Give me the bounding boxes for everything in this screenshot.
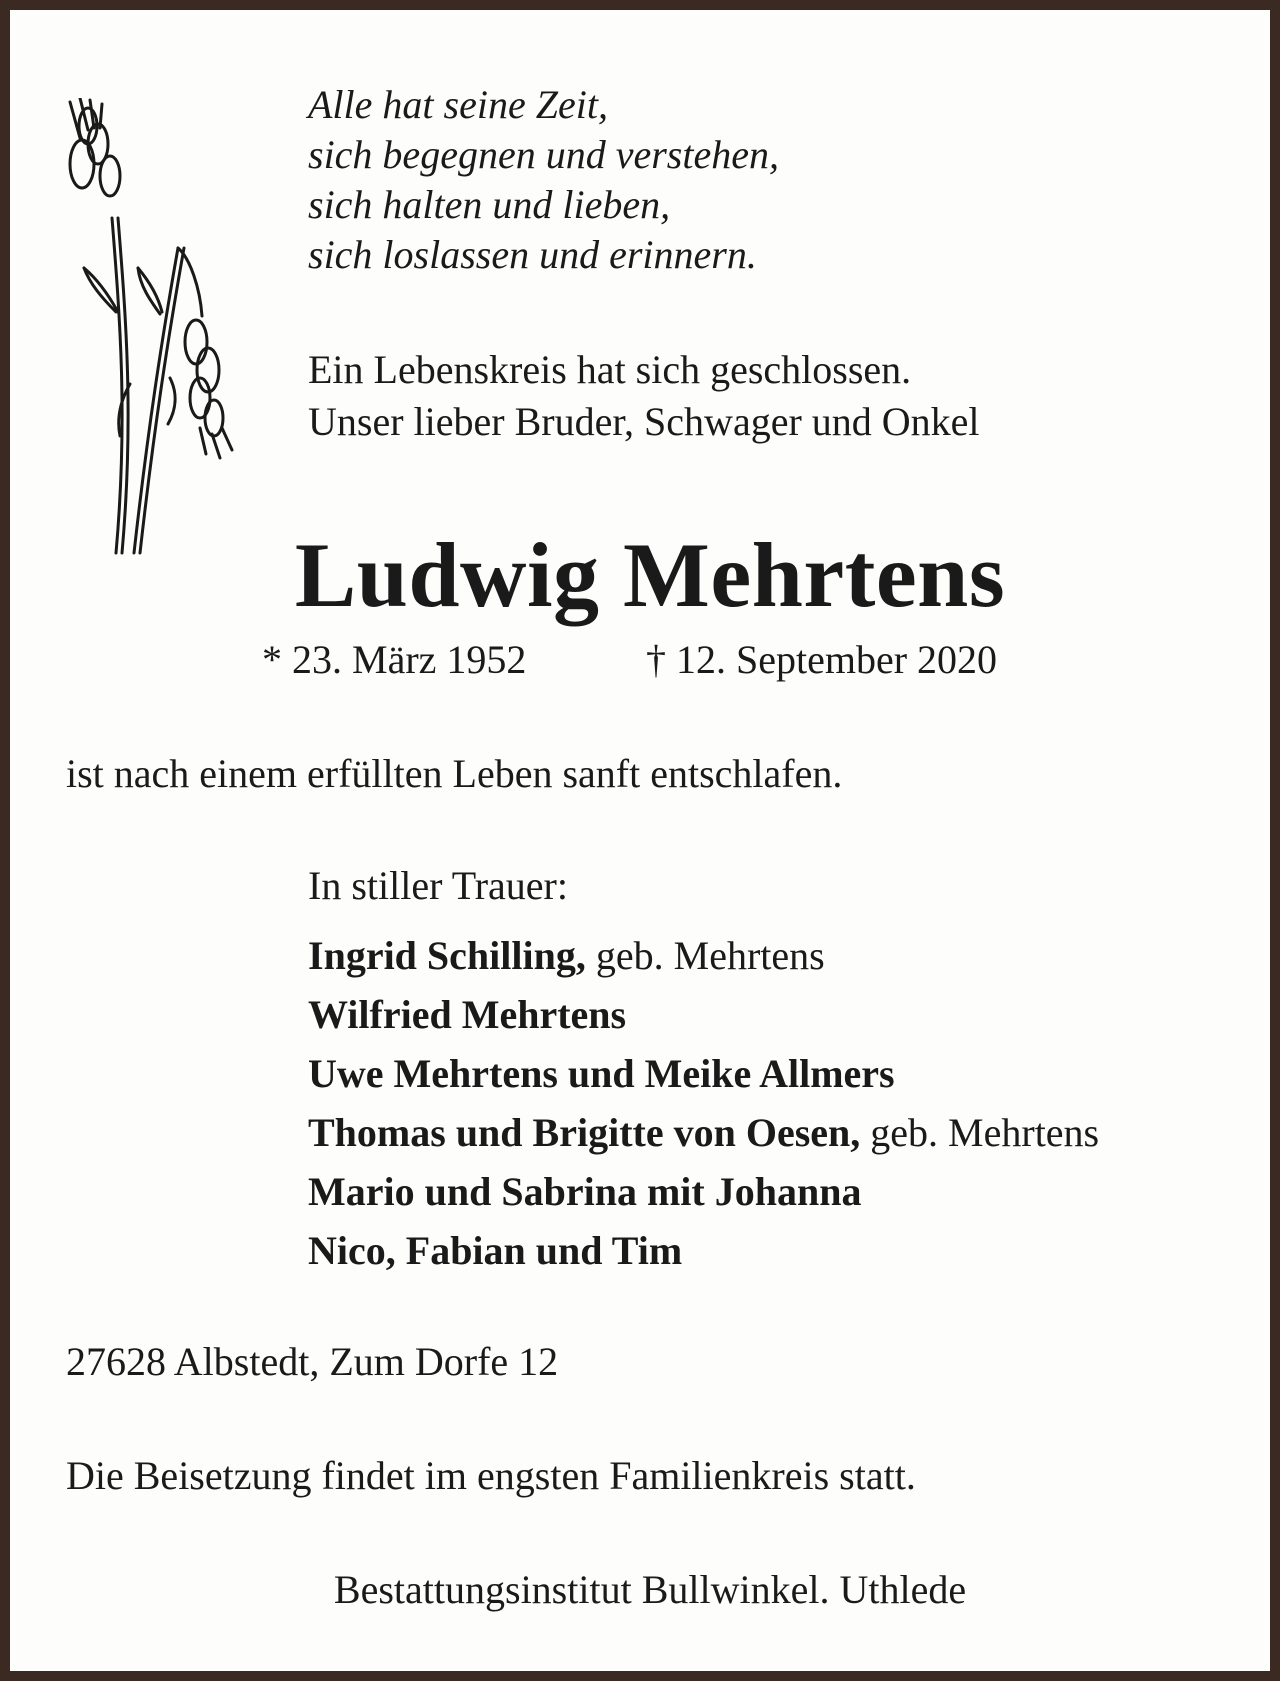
mourning-heading: In stiller Trauer: <box>308 863 568 908</box>
mourner-name: Mario und Sabrina mit Johanna <box>308 1169 862 1214</box>
obituary-notice <box>10 10 1270 1671</box>
mourner-name: Uwe Mehrtens und Meike Allmers <box>308 1051 895 1096</box>
poem-line: sich loslassen und erinnern. <box>308 232 757 277</box>
funeral-home: Bestattungsinstitut Bullwinkel. Uthlede <box>333 1567 967 1612</box>
mourner-entry <box>308 926 1099 985</box>
mourner-entry <box>308 1103 1099 1162</box>
intro-text <box>308 344 980 448</box>
mourner-entry <box>308 1044 1099 1103</box>
mourner-name: Thomas und Brigitte von Oesen, <box>308 1110 861 1155</box>
poem-line: Alle hat seine Zeit, <box>308 82 608 127</box>
passing-statement: ist nach einem erfüllten Leben sanft entschlafen. <box>66 751 843 796</box>
mourner-entry <box>308 985 1099 1044</box>
death-date: † 12. September 2020 <box>646 637 998 682</box>
mourner-entry <box>308 1221 1099 1280</box>
poem <box>308 80 779 280</box>
poem-line: sich begegnen und verstehen, <box>308 132 779 177</box>
mourner-name: Wilfried Mehrtens <box>308 992 627 1037</box>
address: 27628 Albstedt, Zum Dorfe 12 <box>66 1339 559 1384</box>
deceased-name: Ludwig Mehrtens <box>294 524 1006 626</box>
poem-line: sich halten und lieben, <box>308 182 671 227</box>
mourner-entry <box>308 1162 1099 1221</box>
mourner-suffix: geb. Mehrtens <box>860 1110 1100 1155</box>
burial-note: Die Beisetzung findet im engsten Familienkreis statt. <box>66 1453 916 1498</box>
intro-line: Ein Lebenskreis hat sich geschlossen. <box>308 347 912 392</box>
mourner-name: Ingrid Schilling, <box>308 933 586 978</box>
mourners-list <box>308 926 1099 1280</box>
mourner-name: Nico, Fabian und Tim <box>308 1228 683 1273</box>
intro-line: Unser lieber Bruder, Schwager und Onkel <box>308 399 980 444</box>
birth-date: * 23. März 1952 <box>262 637 527 682</box>
mourner-suffix: geb. Mehrtens <box>585 933 825 978</box>
